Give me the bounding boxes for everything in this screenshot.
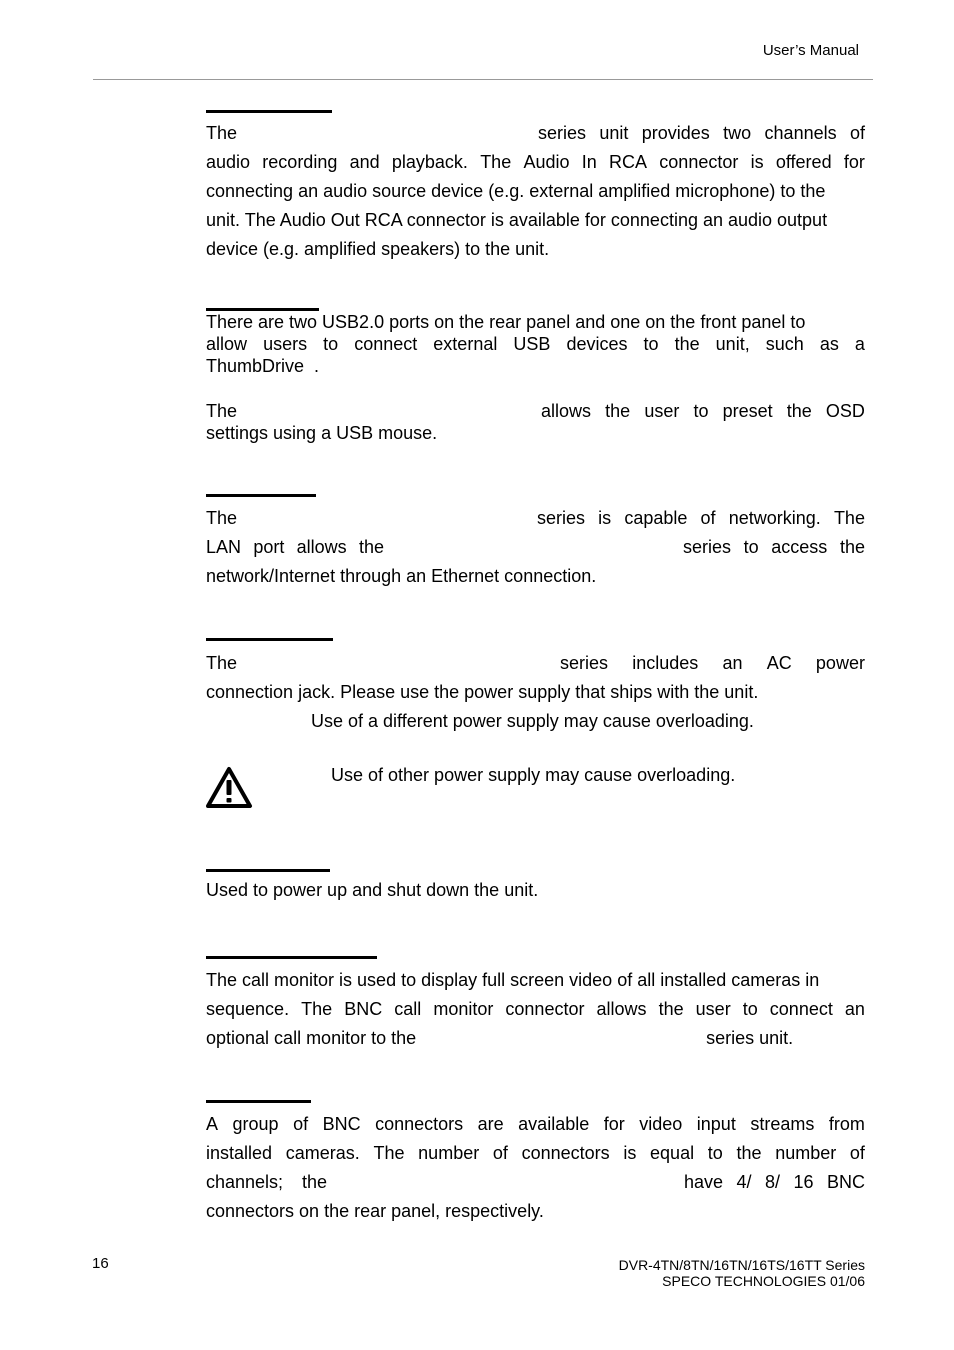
section-underline-lan [206,494,316,497]
usb-word: to [643,334,659,354]
call-word: to [742,999,758,1019]
video-word: A [206,1114,219,1134]
warning-triangle-icon [205,766,253,810]
call-word: an [844,999,865,1019]
video-word: BNC [826,1172,865,1192]
lan-word: allows [296,537,347,557]
video-word: for [603,1114,625,1134]
usb-word: unit, [715,334,750,354]
usb-word: devices [566,334,628,354]
usb-line: ThumbDrive . [206,356,320,376]
video-word: video [639,1114,683,1134]
audio-word: channels [764,123,837,143]
call-word: sequence. [206,999,290,1019]
usb-mouse-paragraph [206,400,865,444]
lan-line: network/Internet through an Ethernet connection. [206,566,597,586]
video-word: number [775,1143,837,1163]
video-word: The [373,1143,405,1163]
audio-paragraph [206,119,865,264]
video-word: to [707,1143,723,1163]
call-line: The call monitor is used to display full screen video of all installed cameras in [206,970,820,990]
video-word: connectors [375,1114,464,1134]
call-word: The [301,999,333,1019]
audio-word: The [480,152,512,172]
lan-word: The [206,508,238,528]
lan-word: capable [624,508,688,528]
usb-word: the [674,334,700,354]
call-line: optional call monitor to the [206,1028,417,1048]
usb-word: OSD [825,401,865,421]
audio-line: device (e.g. amplified speakers) to the unit. [206,239,550,259]
call-line: series unit. [706,1028,794,1048]
lan-word: access [771,537,828,557]
usb-line: settings using a USB mouse. [206,423,438,443]
usb-word: to [323,334,339,354]
power-line: Use of a different power supply may cause overloading. [311,711,754,731]
switch-line: Used to power up and shut down the unit. [206,880,539,900]
usb-word: USB [513,334,551,354]
audio-word: recording [262,152,338,172]
audio-word: unit [599,123,629,143]
video-word: input [696,1114,736,1134]
video-word: streams [750,1114,815,1134]
lan-word: port [253,537,285,557]
audio-word: The [206,123,238,143]
lan-word: the [839,537,865,557]
usb-word: to [693,401,709,421]
usb-word: users [263,334,308,354]
lan-word: the [358,537,384,557]
audio-word: is [750,152,764,172]
usb-line: There are two USB2.0 ports on the rear panel and one on the front panel to [206,312,806,332]
usb-word: the [605,401,631,421]
usb-word: allows [541,401,592,421]
switch-paragraph [206,879,865,901]
power-word: AC [766,653,792,673]
audio-word: Audio [523,152,570,172]
video-line: connectors on the rear panel, respectively. [206,1201,544,1221]
usb-word: the [786,401,812,421]
video-word: number [418,1143,480,1163]
lan-word: The [833,508,865,528]
page-number: 16 [92,1255,109,1272]
video-word: from [828,1114,865,1134]
section-underline-call [206,956,377,959]
power-word: an [722,653,743,673]
video-word: connectors [521,1143,610,1163]
header-title: User’s Manual [762,42,859,59]
video-word: have [684,1172,724,1192]
usb-word: allow [206,334,248,354]
audio-word: for [843,152,865,172]
lan-word: series [537,508,586,528]
lan-word: LAN [206,537,242,557]
power-line: connection jack. Please use the power supply that ships with the unit. [206,682,759,702]
video-paragraph [206,1110,865,1226]
call-word: allows [596,999,647,1019]
lan-word: networking. [728,508,821,528]
audio-word: offered [775,152,832,172]
audio-line: unit. The Audio Out RCA connector is available for connecting an audio output [206,210,828,230]
audio-word: audio [206,152,251,172]
video-word: 4/ [736,1172,752,1192]
usb-paragraph [206,311,865,377]
usb-word: a [854,334,865,354]
video-word: equal [650,1143,695,1163]
section-underline-video [206,1100,311,1103]
usb-word: external [433,334,498,354]
call-word: user [695,999,731,1019]
audio-word: of [849,123,865,143]
footer-series: DVR-4TN/8TN/16TN/16TS/16TT Series [618,1257,865,1273]
usb-word: The [206,401,238,421]
usb-word: preset [722,401,773,421]
video-word: the [736,1143,762,1163]
lan-paragraph [206,504,865,591]
video-word: channels; [206,1172,284,1192]
warning-text: Use of other power supply may cause overloading. [331,765,736,785]
video-word: the [301,1172,327,1192]
audio-word: RCA [609,152,648,172]
call-word: call [394,999,422,1019]
footer-info [619,1257,865,1289]
video-word: of [849,1143,865,1163]
power-word: includes [632,653,699,673]
audio-word: connector [659,152,739,172]
video-word: available [518,1114,590,1134]
usb-word: connect [354,334,418,354]
audio-word: and [349,152,380,172]
section-underline-switch [206,869,330,872]
video-word: 16 [793,1172,814,1192]
audio-word: playback. [391,152,468,172]
audio-word: series [538,123,587,143]
lan-word: to [743,537,759,557]
video-word: installed [206,1143,273,1163]
video-word: are [477,1114,504,1134]
audio-word: two [723,123,752,143]
video-word: is [623,1143,637,1163]
call-word: connector [505,999,585,1019]
audio-line: connecting an audio source device (e.g. external amplified microphone) to the [206,181,826,201]
power-word: The [206,653,238,673]
power-paragraph [206,649,865,736]
audio-word: In [581,152,597,172]
lan-word: is [598,508,612,528]
video-word: 8/ [765,1172,781,1192]
power-word: power [815,653,865,673]
video-word: BNC [322,1114,361,1134]
usb-word: user [644,401,680,421]
video-word: group [232,1114,279,1134]
call-word: BNC [344,999,383,1019]
call-word: monitor [433,999,494,1019]
usb-word: such [765,334,804,354]
section-underline-power [206,638,333,641]
call-word: the [658,999,684,1019]
section-underline-audio [206,110,332,113]
header-divider [93,79,873,80]
lan-word: of [700,508,716,528]
call-paragraph [206,966,865,1053]
video-word: of [492,1143,508,1163]
video-word: cameras. [285,1143,360,1163]
lan-word: series [683,537,732,557]
call-word: connect [769,999,833,1019]
power-word: series [560,653,609,673]
video-word: of [293,1114,309,1134]
audio-word: provides [641,123,710,143]
footer-company: SPECO TECHNOLOGIES 01/06 [662,1273,865,1289]
usb-word: as [819,334,839,354]
